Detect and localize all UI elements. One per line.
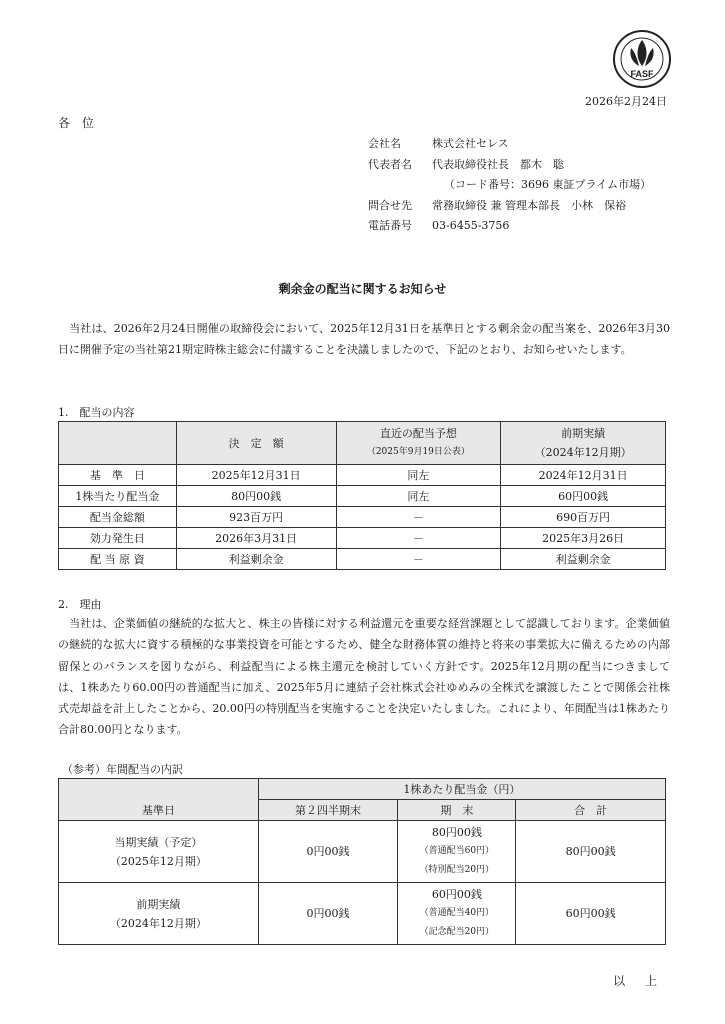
cell-total: 60円00銭 <box>516 883 666 945</box>
cell-decided: 923百万円 <box>176 507 336 528</box>
header-total: 合 計 <box>516 800 666 821</box>
row-label-main: 当期実績（予定） <box>114 835 203 849</box>
header-forecast <box>336 422 501 465</box>
row-label <box>59 821 259 883</box>
reason-paragraph <box>58 613 670 741</box>
cell-q2: 0円00銭 <box>258 883 398 945</box>
period-end-amount: 80円00銭 <box>431 826 482 839</box>
row-label: 1株当たり配当金 <box>59 486 177 507</box>
phone-row <box>368 216 651 237</box>
cell-prior: 2024年12月31日 <box>501 465 666 486</box>
group-header: 1株あたり配当金（円） <box>258 779 665 800</box>
cell-prior: 利益剰余金 <box>501 549 666 570</box>
group-header-row <box>59 779 666 800</box>
row-label <box>59 883 259 945</box>
section-2-heading: 2. 理由 <box>58 598 102 611</box>
cell-prior: 2025年3月26日 <box>501 528 666 549</box>
table-header-row <box>59 800 666 821</box>
header-period-end: 期 末 <box>398 800 516 821</box>
dividend-table <box>58 421 666 570</box>
header-blank <box>59 422 177 465</box>
period-end-note: （記念配当20円） <box>419 927 495 937</box>
table-header-row <box>59 422 666 465</box>
period-end-note: （普通配当40円） <box>419 908 495 918</box>
header-decided: 決 定 額 <box>176 422 336 465</box>
cell-decided: 2026年3月31日 <box>176 528 336 549</box>
period-end-amount: 60円00銭 <box>431 888 482 901</box>
representative-label: 代表者名 <box>368 157 412 171</box>
cell-forecast: 同左 <box>336 465 501 486</box>
cell-period-end <box>398 883 516 945</box>
cell-forecast: － <box>336 507 501 528</box>
row-label: 効力発生日 <box>59 528 177 549</box>
header-prior-label: 前期実績 <box>561 427 606 440</box>
intro-text: 当社は、2026年2月24日開催の取締役会において、2025年12月31日を基準日とする剰余金の配当案を、2026年3月30日に開催予定の当社第21期定時株主総会に付議することを決議しましたので、下記のとおり、お知らせいたします。 <box>58 322 671 357</box>
document-title: 剰余金の配当に関するお知らせ <box>278 282 447 296</box>
company-name-row <box>368 134 651 155</box>
table-row <box>59 465 666 486</box>
cell-prior: 60円00銭 <box>501 486 666 507</box>
company-name-label: 会社名 <box>368 137 401 150</box>
period-end-note: （特別配当20円） <box>419 865 495 875</box>
row-label-sub: （2025年12月期） <box>109 854 207 868</box>
phone-label: 電話番号 <box>368 219 412 232</box>
period-end-note: （普通配当60円） <box>419 846 495 856</box>
cell-decided: 2025年12月31日 <box>176 465 336 486</box>
table-row <box>59 549 666 570</box>
cell-total: 80円00銭 <box>516 821 666 883</box>
intro-paragraph <box>58 318 670 361</box>
row-label: 配当金総額 <box>59 507 177 528</box>
row-label-sub: （2024年12月期） <box>109 916 207 930</box>
header-prior-sub: （2024年12月期） <box>534 446 632 459</box>
cell-forecast: － <box>336 549 501 570</box>
header-base-date: 基準日 <box>59 800 259 821</box>
row-label: 基 準 日 <box>59 465 177 486</box>
table-row <box>59 821 666 883</box>
contact-label: 問合せ先 <box>368 198 412 212</box>
cell-decided: 80円00銭 <box>176 486 336 507</box>
company-info <box>368 134 651 237</box>
contact: 常務取締役 兼 管理本部長 小林 保裕 <box>432 198 626 212</box>
stock-code: （コード番号：3696 東証プライム市場） <box>444 178 652 191</box>
table-row <box>59 507 666 528</box>
cell-decided: 利益剰余金 <box>176 549 336 570</box>
header-forecast-sub: （2025年9月19日公表） <box>366 447 470 457</box>
table-row <box>59 528 666 549</box>
cell-q2: 0円00銭 <box>258 821 398 883</box>
addressee: 各 位 <box>58 116 98 130</box>
cell-period-end <box>398 821 516 883</box>
closing-mark: 以 上 <box>613 974 665 988</box>
contact-row <box>368 196 651 217</box>
representative: 代表取締役社長 都木 聡 <box>432 157 564 171</box>
row-label-main: 前期実績 <box>136 897 181 911</box>
phone: 03-6455-3756 <box>432 219 510 232</box>
representative-row <box>368 155 651 176</box>
cell-forecast: 同左 <box>336 486 501 507</box>
header-prior <box>501 422 666 465</box>
reason-text: 当社は、企業価値の継続的な拡大と、株主の皆様に対する利益還元を重要な経営課題として認識しております。企業価値の継続的な拡大に資する積極的な事業投資を可能とするため、健全な財務体質の維持と将来の事業拡大に備えるための内部留保とのバランスを図りながら、利益配当による株主還元を検討していく方針です。2025年12月期の配当につきましては、1株あたり60.00円の普通配当に加え、2025年5月に連結子会社株式会社ゆめみの全株式を譲渡したことで関係会社株式売却益を計上したことから、20.00円の特別配当を実施することを決定いたしました。これにより、年間配当は1株あたり合計80.00円となります。 <box>58 617 671 737</box>
svg-text:FASF: FASF <box>630 69 654 79</box>
group-header-blank <box>59 779 259 800</box>
header-forecast-label: 直近の配当予想 <box>379 427 457 440</box>
annual-dividend-table <box>58 778 666 945</box>
document-date: 2026年2月24日 <box>585 95 667 108</box>
header-q2: 第２四半期末 <box>258 800 398 821</box>
section-1-heading: 1. 配当の内容 <box>58 406 135 419</box>
row-label: 配 当 原 資 <box>59 549 177 570</box>
reference-title: （参考）年間配当の内訳 <box>62 763 183 776</box>
cell-prior: 690百万円 <box>501 507 666 528</box>
fasf-logo <box>612 28 672 90</box>
cell-forecast: － <box>336 528 501 549</box>
company-name: 株式会社セレス <box>432 137 509 150</box>
table-row <box>59 486 666 507</box>
table-row <box>59 883 666 945</box>
